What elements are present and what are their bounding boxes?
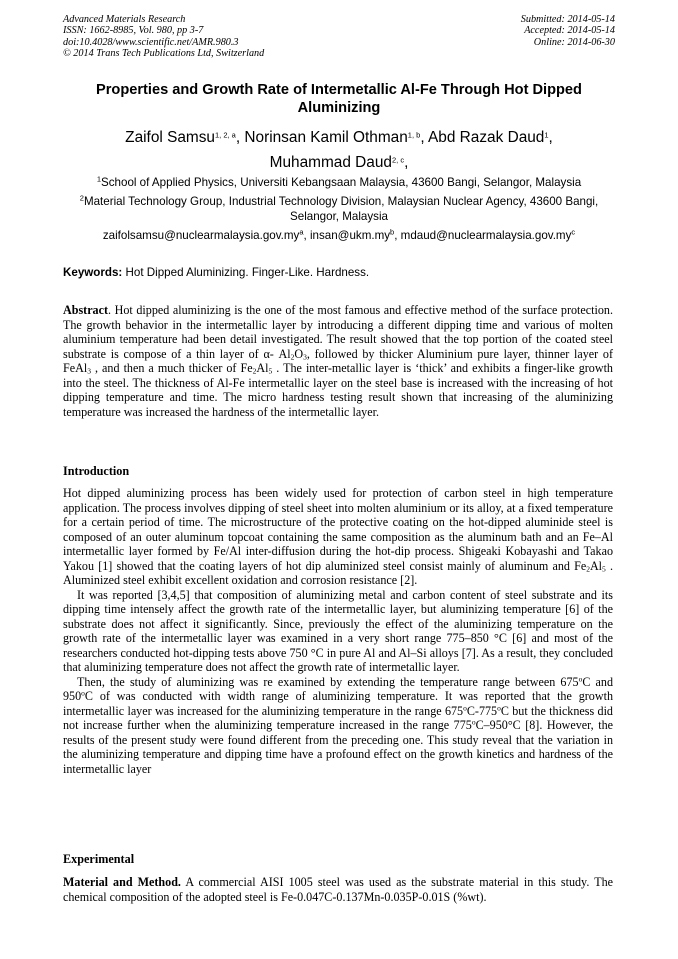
author-name: Zaifol Samsu: [125, 129, 215, 146]
email-superscript: b: [390, 227, 395, 237]
author-name: Norinsan Kamil Othman: [244, 129, 408, 146]
affiliation-number: 2: [79, 193, 84, 203]
subscript: 2: [586, 564, 590, 573]
subscript: 3: [87, 366, 91, 376]
author-superscript: 1: [544, 130, 549, 140]
author-name: Abd Razak Daud: [428, 129, 545, 146]
paragraph: It was reported [3,4,5] that composition of aluminizing metal and carbon content of steel substrate and its dipping time intensely affect the growth rate of the intermetallic layer, but aluminizing temperature [6] of the substrate does not affect it significantly. Since, previously the effect of the aluminizing temperature on the growth rate of the intermetallic layer was examined in a very short range 775–850 °C [6] and most of the researchers conducted hot-dipping tests above 750 °C in pure Al and Al–Si alloys [7]. As a result, they concluded that aluminizing temperature does not affect the growth rate of intermetallic layer.: [63, 587, 613, 674]
submitted-date: Submitted: 2014-05-14: [520, 14, 615, 25]
paragraph: [63, 486, 613, 588]
keywords: [63, 266, 615, 279]
affiliations: [63, 176, 615, 244]
abstract-text: O: [294, 346, 304, 361]
email[interactable]: zaifolsamsu@nuclearmalaysia.gov.my: [102, 229, 300, 243]
abstract: [63, 303, 613, 419]
email[interactable]: mdaud@nuclearmalaysia.gov.my: [400, 229, 572, 243]
journal-header-right: [521, 14, 615, 48]
affiliation-number: 1: [96, 174, 102, 184]
affiliation-text: School of Applied Physics, Universiti Kebangsaan Malaysia, 43600 Bangi, Selangor, Malaysia: [101, 176, 582, 189]
introduction-body: [63, 486, 613, 776]
author-emails: $zaifolsamsu@nuclearmalaysia.gov.my^a$, $insan@ukm.my^b$, $mdaud@nuclearmalaysia.gov.my^c$: [102, 227, 576, 243]
paragraph-text: C–950°C [8]. However, the results of the present study were found different from the preceding one. This study reveal that the variation in the aluminizing temperature and dipping time have a profound effect on the growth kinetics and hardness of the intermetallic layer: [63, 718, 613, 776]
section-heading-experimental: Experimental: [63, 852, 135, 866]
subscript: 5: [602, 564, 606, 573]
abstract-text: . Hot dipped aluminizing is the one of the most famous and effective method of the surface protection. The growth behavior in the intermetallic layer by introducing a different dipping time and various of molten aluminium temperature had been detail investigated. The result showed that the top portion of the coated steel substrate is compose of a thin layer of α- Al: [63, 303, 613, 361]
experimental-body: [63, 875, 613, 904]
paragraph-text: C-775: [466, 703, 498, 718]
paragraph-text: Then, the study of aluminizing was re examined by extending the temperature range between 675: [77, 674, 579, 689]
abstract-text: , and then a much thicker of Fe: [90, 361, 253, 375]
subscript: 5: [268, 366, 273, 376]
email-superscript: a: [299, 227, 304, 237]
degree-superscript: o: [81, 688, 85, 698]
subsection-label: Material and Method.: [63, 875, 181, 889]
online-date: Online: 2014-06-30: [533, 36, 615, 48]
degree-superscript: o: [463, 702, 467, 712]
journal-name: Advanced Materials Research: [63, 14, 186, 25]
keywords-text: Hot Dipped Aluminizing. Finger-Like. Hardness.: [125, 266, 370, 279]
affiliation-2: [63, 195, 615, 224]
doi: doi:10.4028/www.scientific.net/AMR.980.3: [63, 36, 239, 48]
paragraph-text: Al: [589, 558, 603, 573]
subscript: 2: [290, 352, 295, 361]
affiliation-text: Material Technology Group, Industrial Technology Division, Malaysian Nuclear Agency, 43600 Bangi, Selangor, Malaysia: [83, 195, 599, 223]
journal-header-left: [63, 14, 264, 60]
paragraph-text: C and 950: [63, 674, 613, 703]
email[interactable]: insan@ukm.my: [309, 229, 391, 243]
subscript: 2: [252, 366, 257, 376]
keywords-label: Keywords:: [63, 266, 123, 279]
author-superscript: 1, 2, a: [214, 130, 236, 140]
author-superscript: 2, c: [391, 155, 405, 165]
section-heading-introduction: Introduction: [63, 464, 130, 478]
abstract-text: . The inter-metallic layer is ‘thick’ and exhibits a finger-like growth into the steel. The thickness of Al-Fe intermetallic layer on the steel base is increased with the increasing of hot dipping temperature and time. The micro hardness testing result shown that increasing of the aluminizing temperature was increased the hardness of the intermetallic layer.: [63, 361, 613, 419]
author-list: Zaifol Samsu$^{1, 2, a}$, Norinsan Kamil Othman$^{1, b}$, Abd Razak Daud$^1$, Muhammad Daud$^{2, c}$,: [125, 129, 553, 171]
author-superscript: 1, b: [407, 130, 421, 140]
degree-superscript: o: [497, 702, 501, 712]
copyright: © 2014 Trans Tech Publications Ltd, Switzerland: [63, 48, 265, 60]
subscript: 3: [303, 352, 307, 361]
paragraph-text: C of was conducted with width range of aluminizing temperature. It was reported that the growth intermetallic layer was increased for the aluminizing temperature in the range 675: [63, 689, 613, 718]
paragraph: [63, 675, 613, 777]
paragraph-text: Hot dipped aluminizing process has been widely used for protection of carbon steel in high temperature application. The process involves dipping of steel sheet into molten aluminium or its alloy, at a fixed temperature for a certain period of time. The microstructure of the protective coating on the hot-dipped aluminide steel is composed of an outer aluminum topcoat containing the same composition as the aluminum bath and an Fe–Al intermetallic layer formed by Fe/Al inter-diffusion during the hot-dip process. Shigeaki Kobayashi and Takao Yakou [1] showed that the coating layers of hot dip aluminized steel consist mainly of aluminum and Fe: [63, 486, 613, 573]
degree-superscript: o: [471, 717, 476, 727]
paragraph-text: . Aluminized steel exhibit excellent oxidation and corrosion resistance [2].: [63, 558, 613, 587]
affiliation-1: [63, 176, 615, 190]
abstract-text: , followed by thicker Aluminium pure layer, thinner layer of FeAl: [63, 346, 613, 375]
degree-superscript: o: [578, 673, 583, 683]
paper-title: Properties and Growth Rate of Intermetallic Al-Fe Through Hot Dipped Aluminizing: [96, 82, 582, 116]
accepted-date: Accepted: 2014-05-14: [524, 25, 615, 37]
abstract-text: Al: [256, 361, 269, 375]
author-name: Muhammad Daud: [269, 154, 392, 171]
issn: ISSN: 1662-8985, Vol. 980, pp 3-7: [63, 25, 204, 37]
paragraph-text: C but the thickness did not increase further when the aluminizing temperature increased in the range 775: [63, 703, 613, 732]
paragraph-text: A commercial AISI 1005 steel was used as the substrate material in this study. The chemical composition of the adopted steel is Fe-0.047C-0.137Mn-0.035P-0.01S (%wt).: [63, 875, 613, 904]
abstract-label: Abstract: [63, 303, 109, 317]
email-superscript: c: [571, 227, 576, 237]
